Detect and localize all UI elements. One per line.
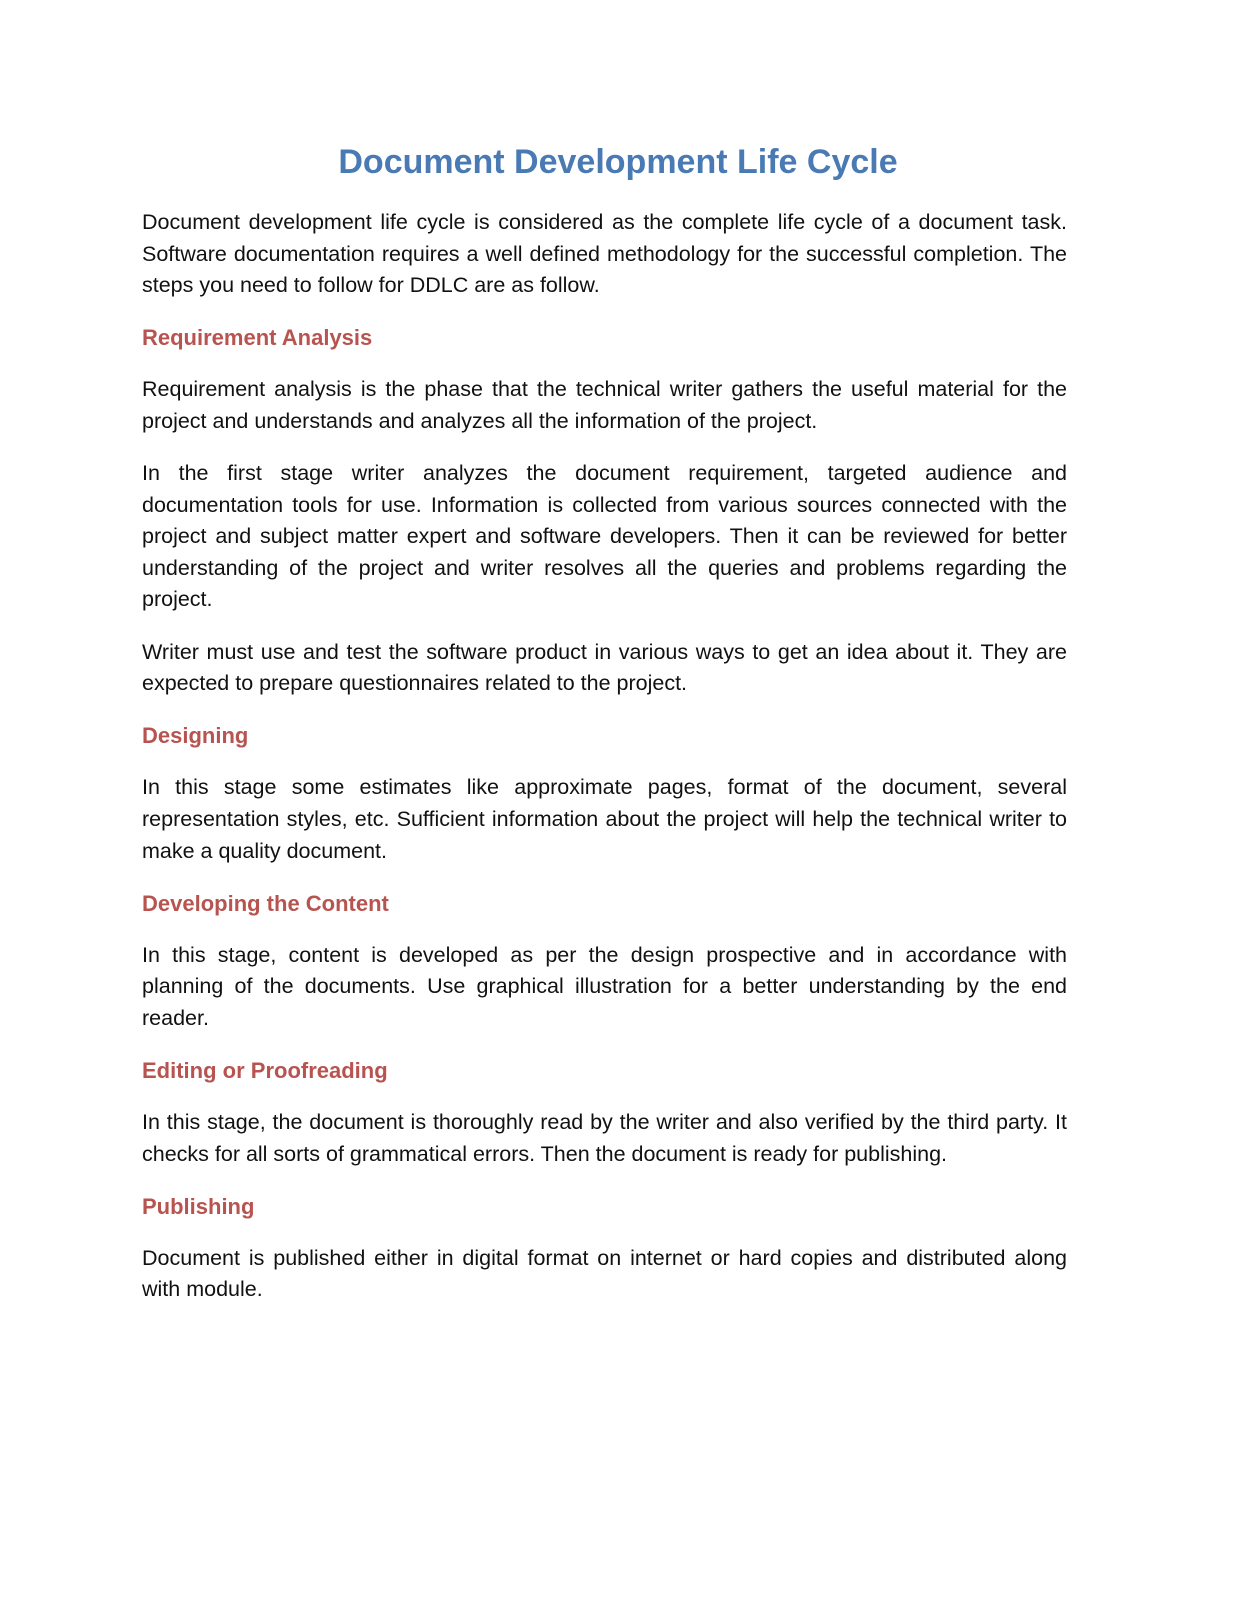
section-heading-publishing: Publishing: [142, 1193, 255, 1219]
document-title: Document Development Life Cycle: [338, 143, 898, 181]
paragraph: In this stage, content is developed as per the design prospective and in accordance with planning of the documents. Use graphical illustration for a better understanding by the end reader.: [142, 942, 1067, 1030]
section-heading-requirement-analysis: Requirement Analysis: [142, 325, 373, 351]
section-heading-editing: Editing or Proofreading: [142, 1057, 388, 1083]
paragraph: In the first stage writer analyzes the document requirement, targeted audience and documentation tools for use. Information is collected from various sources connected with the project and subject matter expert and software developers. Then it can be reviewed for better understanding of the project and writer resolves all the queries and problems regarding the project.: [142, 461, 1067, 612]
paragraph: Requirement analysis is the phase that the technical writer gathers the useful material for the project and understands and analyzes all the information of the project.: [142, 377, 1067, 433]
paragraph: In this stage, the document is thoroughly read by the writer and also verified by the third party. It checks for all sorts of grammatical errors. Then the document is ready for publishing.: [142, 1110, 1067, 1166]
paragraph: In this stage some estimates like approximate pages, format of the document, several representation styles, etc. Sufficient information about the project will help the technical writer to make a quality document.: [142, 775, 1067, 863]
paragraph: Writer must use and test the software product in various ways to get an idea about it. They are expected to prepare questionnaires related to the project.: [142, 639, 1067, 696]
intro-paragraph: Document development life cycle is considered as the complete life cycle of a document task. Software documentation requires a well defined methodology for the successful completion. The steps you need to follow for DDLC are as follow.: [142, 210, 1067, 298]
section-heading-designing: Designing: [142, 723, 249, 749]
document-body: [142, 207, 1067, 1327]
paragraph: Document is published either in digital format on internet or hard copies and distributed along with module.: [142, 1245, 1067, 1302]
section-heading-developing-content: Developing the Content: [142, 890, 389, 916]
